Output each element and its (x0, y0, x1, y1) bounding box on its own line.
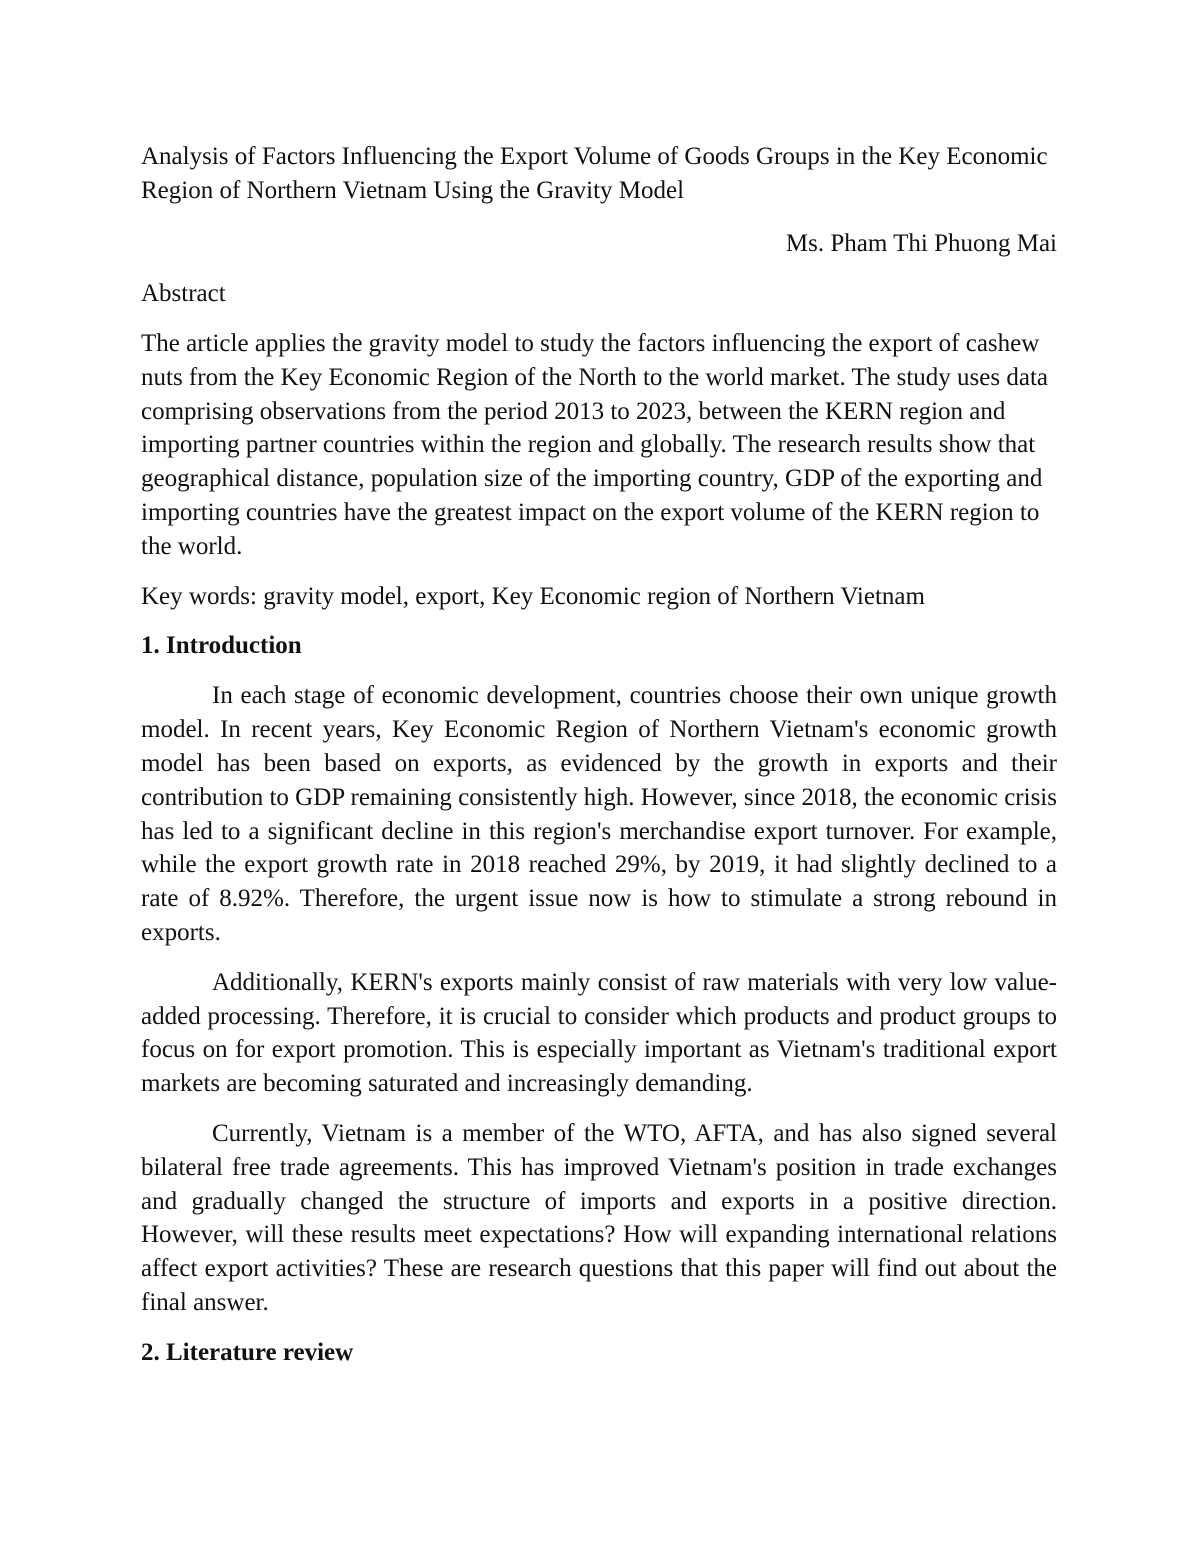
keywords: Key words: gravity model, export, Key Economic region of Northern Vietnam (141, 582, 925, 610)
abstract-text: The article applies the gravity model to study the factors influencing the export of cashew nuts from the Key Economic Region of the North to the world market. The study uses data comprising observations from the period 2013 to 2023, between the KERN region and importing partner countries within the region and globally. The research results show that geographical distance, population size of the importing country, GDP of the exporting and importing countries have the greatest impact on the export volume of the KERN region to the world. (141, 330, 1048, 560)
section-heading-literature-review: 2. Literature review (141, 1338, 354, 1366)
author-name: Ms. Pham Thi Phuong Mai (785, 230, 1057, 257)
introduction-paragraph: Additionally, KERN's exports mainly consist of raw materials with very low value-added processing. Therefore, it is crucial to consider which products and product groups to focus on for export promotion. This is especially important as Vietnam's traditional export markets are becoming saturated and increasingly demanding. (141, 968, 1057, 1098)
abstract-heading: Abstract (141, 280, 226, 307)
document-page (141, 140, 1057, 1370)
paper-title: Analysis of Factors Influencing the Export Volume of Goods Groups in the Key Economic Region of Northern Vietnam Using the Gravity Model (141, 143, 1048, 204)
introduction-paragraph: In each stage of economic development, countries choose their own unique growth model. In recent years, Key Economic Region of Northern Vietnam's economic growth model has been based on exports, as evidenced by the growth in exports and their contribution to GDP remaining consistently high. However, since 2018, the economic crisis has led to a significant decline in this region's merchandise export turnover. For example, while the export growth rate in 2018 reached 29%, by 2019, it had slightly declined to a rate of 8.92%. Therefore, the urgent issue now is how to stimulate a strong rebound in exports. (141, 682, 1057, 946)
section-heading-introduction: 1. Introduction (141, 632, 302, 660)
introduction-paragraph: Currently, Vietnam is a member of the WTO, AFTA, and has also signed several bilateral free trade agreements. This has improved Vietnam's position in trade exchanges and gradually changed the structure of imports and exports in a positive direction. However, will these results meet expectations? How will expanding international relations affect export activities? These are research questions that this paper will find out about the final answer. (141, 1119, 1057, 1316)
